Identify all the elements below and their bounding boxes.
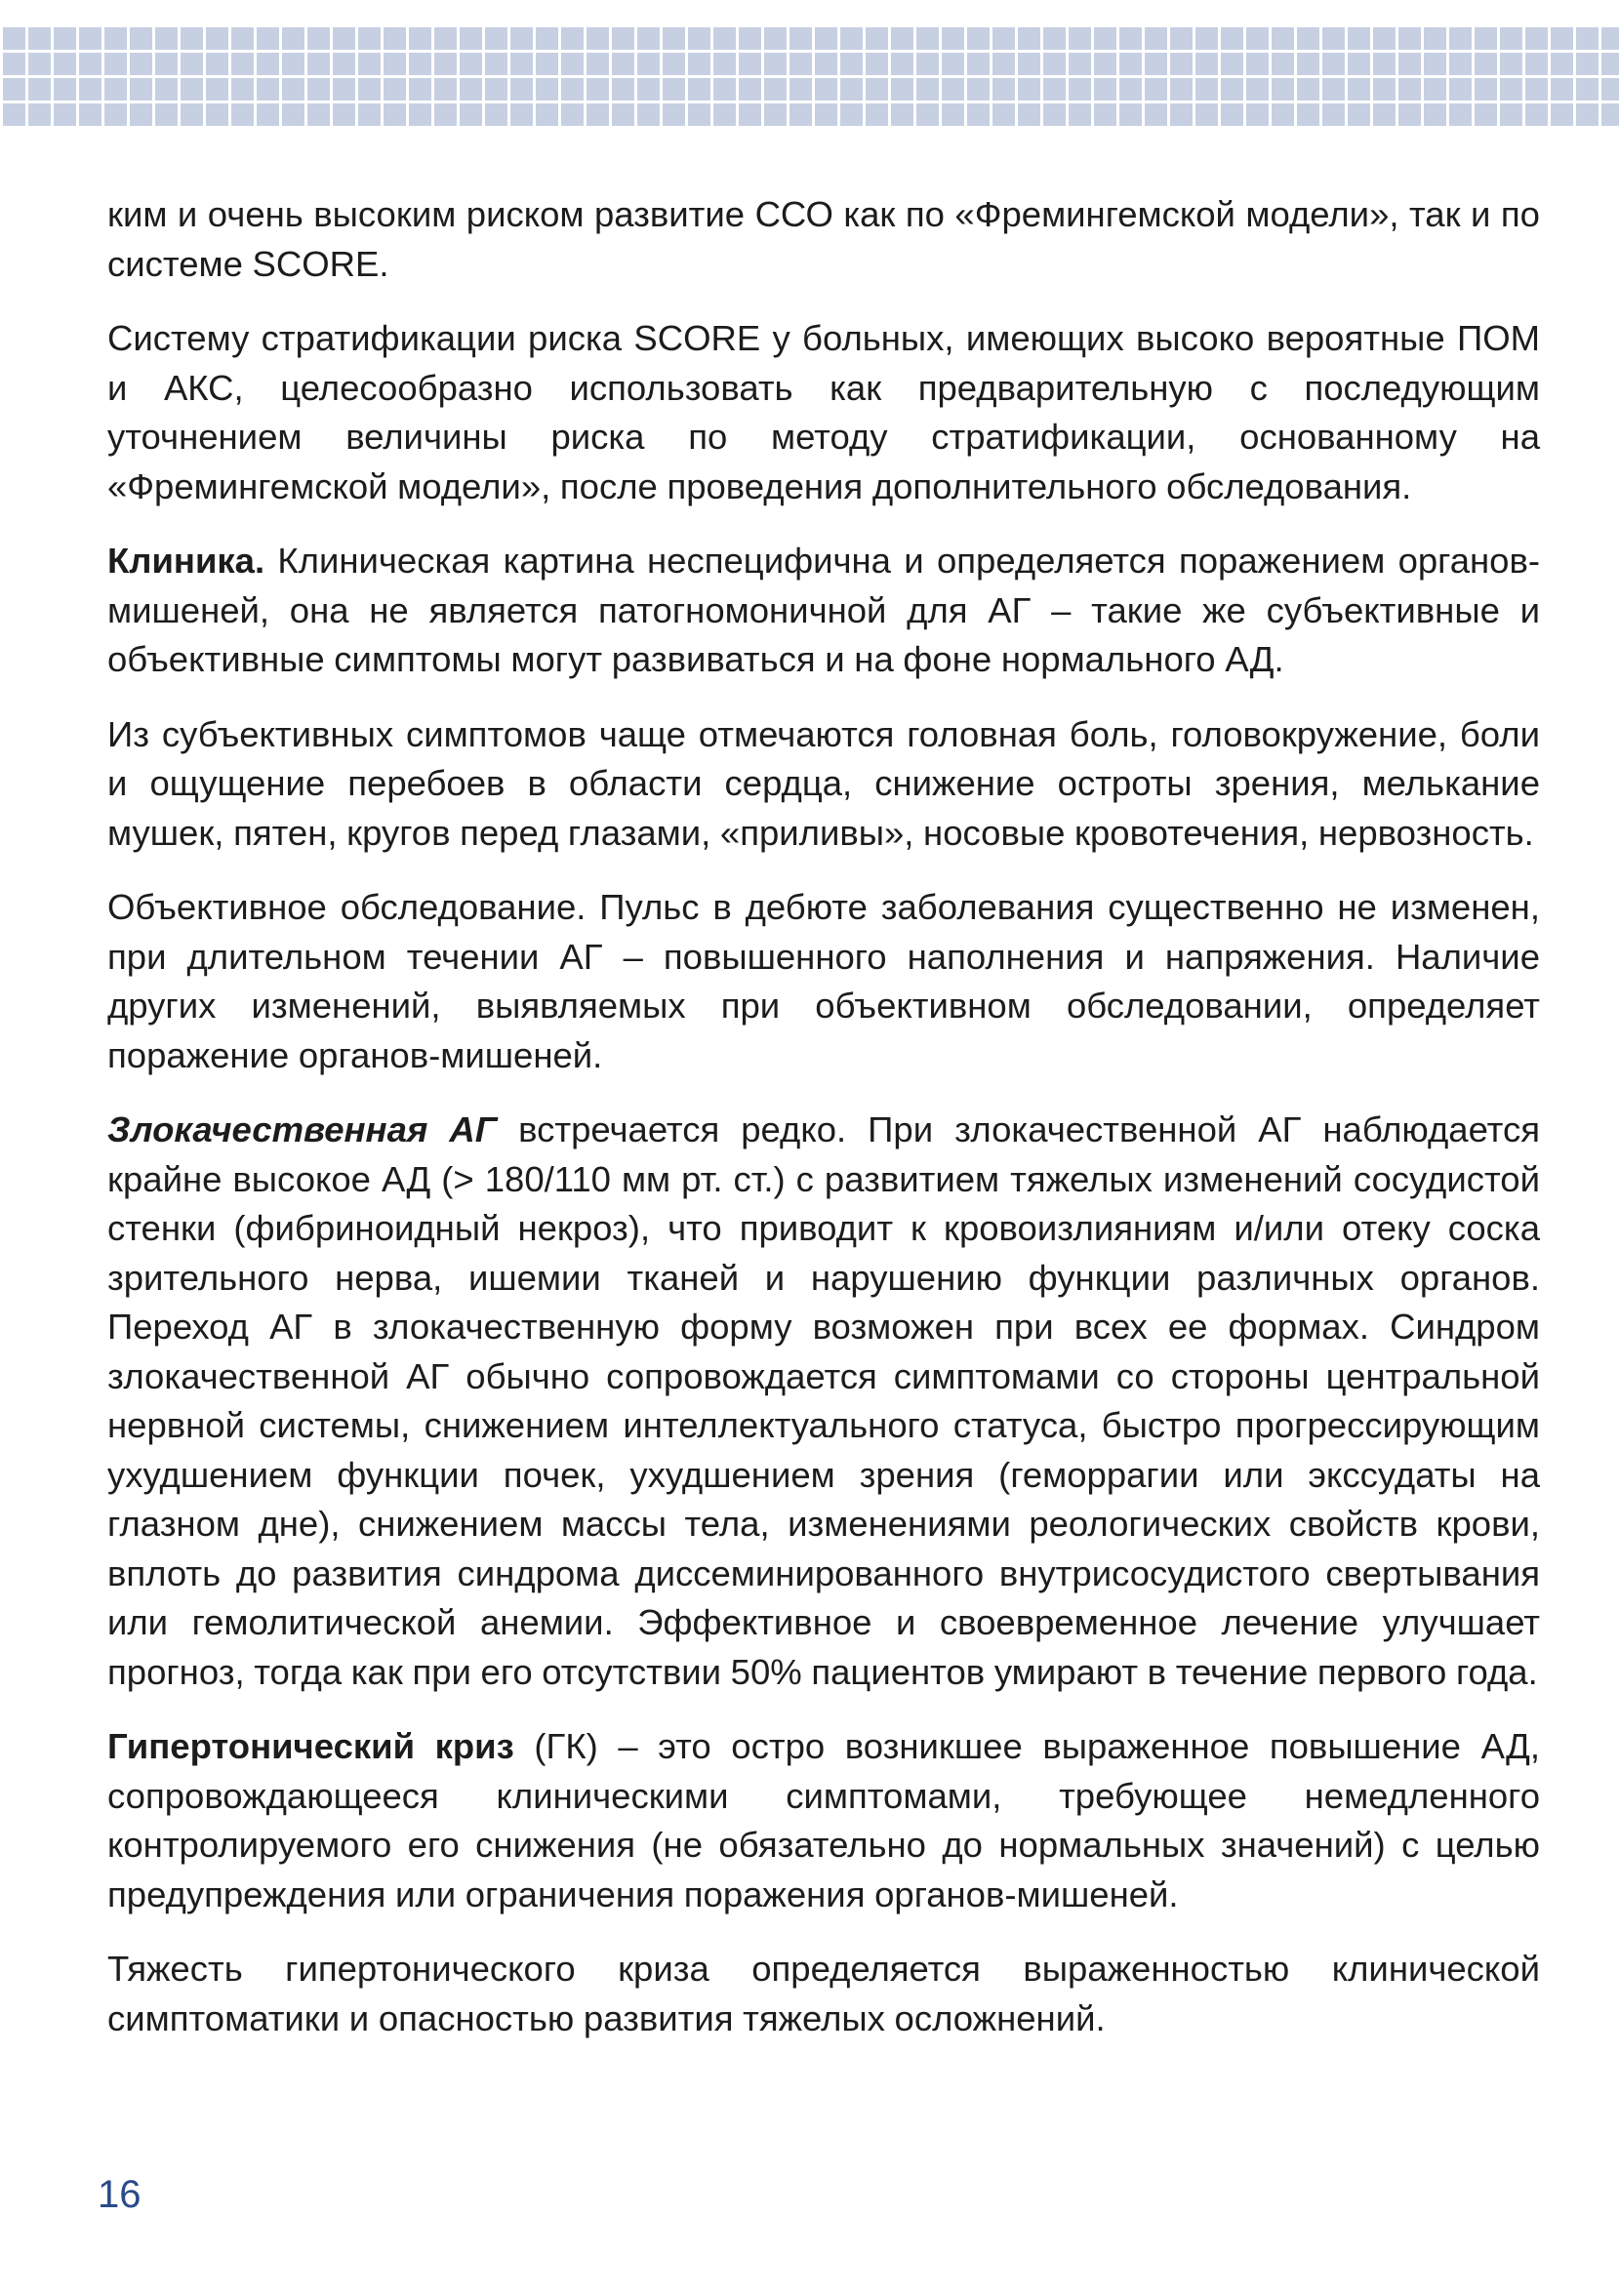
hypertensive-crisis-heading: Гипертонический криз	[107, 1726, 514, 1766]
paragraph-subjective-symptoms	[107, 710, 1540, 859]
paragraph-2-text: Систему стратификации риска SCORE у больных, имеющих высоко вероятные ПОМ и АКС, целесообразно использовать как предварительную с последующим уточнением величины риска по методу стратификации, основанному на «Фремингемской модели», после проведения дополнительного обследования.	[107, 318, 1540, 506]
paragraph-clinic	[107, 537, 1540, 685]
paragraph-malignant-ag	[107, 1106, 1540, 1697]
paragraph-2	[107, 314, 1540, 511]
paragraph-crisis-severity	[107, 1945, 1540, 2043]
paragraph-objective-exam	[107, 883, 1540, 1080]
paragraph-hypertensive-crisis	[107, 1722, 1540, 1919]
paragraph-crisis-severity-text: Тяжесть гипертонического криза определяется выраженностью клинической симптоматики и опасностью развития тяжелых осложнений.	[107, 1949, 1540, 2038]
paragraph-hypertensive-crisis-text: (ГК) – это остро возникшее выраженное повышение АД, сопровождающееся клиническими симптомами, требующее немедленного контролируемого его снижения (не обязательно до нормальных значений) с целью предупреждения или ограничения поражения органов-мишеней.	[107, 1726, 1541, 1914]
paragraph-subjective-symptoms-text: Из субъективных симптомов чаще отмечаются головная боль, головокружение, боли и ощущение перебоев в области сердца, снижение остроты зрения, мелькание мушек, пятен, кругов перед глазами, «приливы», носовые кровотечения, нервозность.	[107, 713, 1540, 853]
page-number: 16	[98, 2173, 142, 2216]
paragraph-1-text: ким и очень высоким риском развитие ССО как по «Фремингемской модели», так и по системе SCORE.	[107, 194, 1540, 284]
paragraph-malignant-ag-text: встречается редко. При злокачественной АГ наблюдается крайне высокое АД (> 180/110 мм рт. ст.) с развитием тяжелых изменений сосудистой стенки (фибриноидный некроз), что приводит к кровоизлияниям и/или отеку соска зрительного нерва, ишемии тканей и нарушению функции различных органов. Переход АГ в злокачественную форму возможен при всех ее формах. Синдром злокачественной АГ обычно сопровождается симптомами со стороны центральной нервной системы, снижением интеллектуального статуса, быстро прогрессирующим ухудшением функции почек, ухудшением зрения (геморрагии или экссудаты на глазном дне), снижением массы тела, изменениями реологических свойств крови, вплоть до развития синдрома диссеминированного внутрисосудистого свертывания или гемолитической анемии. Эффективное и своевременное лечение улучшает прогноз, тогда как при его отсутствии 50% пациентов умирают в течение первого года.	[107, 1109, 1540, 1692]
page-body	[107, 190, 1540, 2069]
header-decorative-band	[0, 27, 1619, 129]
paragraph-1	[107, 190, 1540, 289]
malignant-ag-heading: Злокачественная АГ	[107, 1109, 498, 1149]
paragraph-clinic-text: Клиническая картина неспецифична и определяется поражением органов-мишеней, она не является патогномоничной для АГ – такие же субъективные и объективные симптомы могут развиваться и на фоне нормального АД.	[107, 541, 1540, 679]
clinic-heading: Клиника.	[107, 541, 265, 581]
paragraph-objective-exam-text: Объективное обследование. Пульс в дебюте заболевания существенно не изменен, при длительном течении АГ – повышенного наполнения и напряжения. Наличие других изменений, выявляемых при объективном обследовании, определяет поражение органов-мишеней.	[107, 887, 1540, 1075]
